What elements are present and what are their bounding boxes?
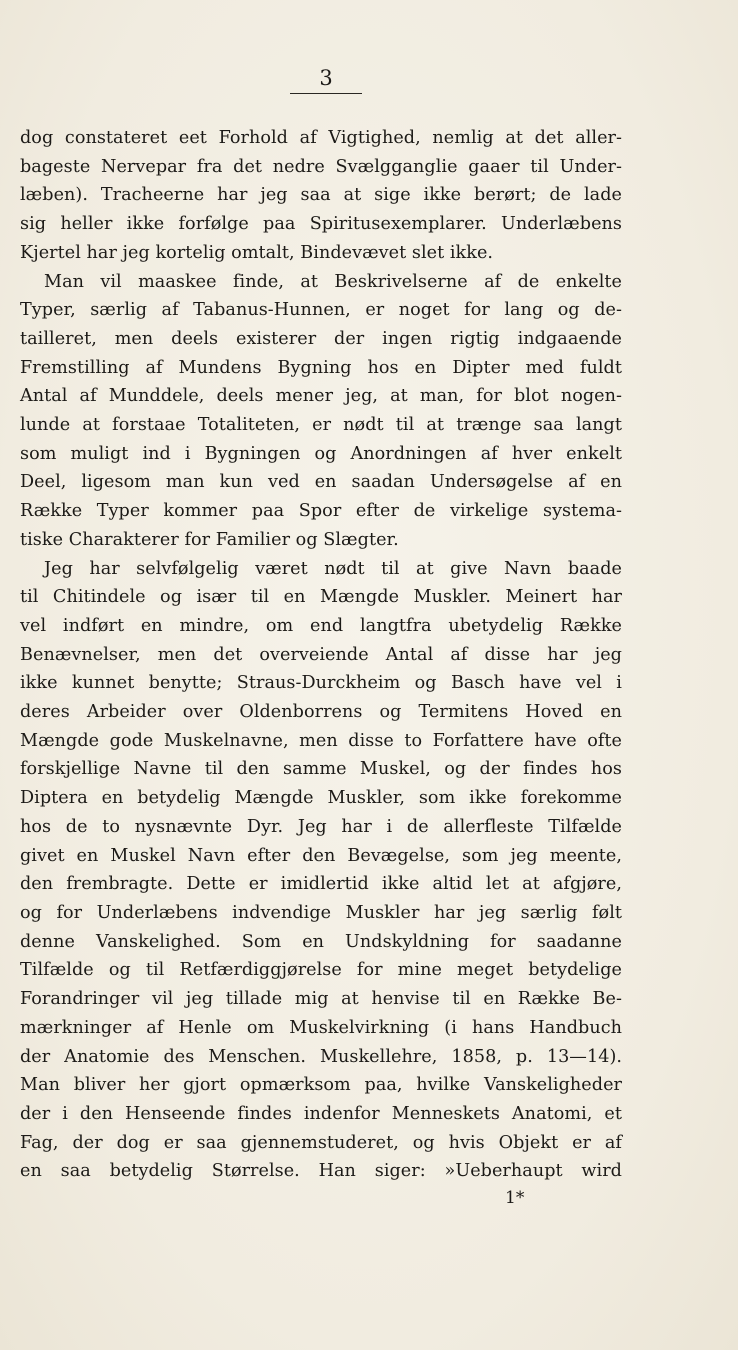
text-line: en saa betydelig Størrelse. Han siger: »Ueberhaupt wird [20, 1161, 622, 1182]
page-number: 3 [290, 66, 362, 94]
text-line: ikke kunnet benytte; Straus-Durckheim og Basch have vel i [20, 673, 622, 694]
text-line: Fremstilling af Mundens Bygning hos en Dipter med fuldt [20, 357, 622, 378]
text-line: den frembragte. Dette er imidlertid ikke altid let at afgjøre, [20, 874, 622, 895]
signature-mark: 1* [505, 1188, 525, 1208]
text-line: Tilfælde og til Retfærdiggjørelse for mine meget betydelige [20, 960, 622, 981]
text-line: forskjellige Navne til den samme Muskel, og der findes hos [20, 759, 622, 780]
text-line: Mængde gode Muskelnavne, men disse to Forfattere have ofte [20, 730, 622, 751]
text-line: Man bliver her gjort opmærksom paa, hvilke Vanskeligheder [20, 1075, 622, 1096]
text-line: Man vil maaskee finde, at Beskrivelserne af de enkelte [44, 271, 622, 292]
text-line: hos de to nysnævnte Dyr. Jeg har i de allerfleste Tilfælde [20, 816, 622, 837]
text-line: Antal af Munddele, deels mener jeg, at man, for blot nogen- [20, 386, 622, 407]
text-line: der Anatomie des Menschen. Muskellehre, 1858, p. 13—14). [20, 1046, 622, 1067]
text-line: Diptera en betydelig Mængde Muskler, som ikke forekomme [20, 788, 622, 809]
text-line: der i den Henseende findes indenfor Menneskets Anatomi, et [20, 1103, 622, 1124]
text-line: deres Arbeider over Oldenborrens og Termitens Hoved en [20, 702, 622, 723]
text-line: Fag, der dog er saa gjennemstuderet, og hvis Objekt er af [20, 1132, 622, 1153]
text-line: som muligt ind i Bygningen og Anordningen af hver enkelt [20, 443, 622, 464]
text-line: lunde at forstaae Totaliteten, er nødt til at trænge saa langt [20, 415, 622, 436]
text-line: bageste Nervepar fra det nedre Svælgganglie gaaer til Under- [20, 156, 622, 177]
text-line: Jeg har selvfølgelig været nødt til at give Navn baade [44, 558, 622, 579]
text-line: Kjertel har jeg kortelig omtalt, Bindevævet slet ikke. [20, 242, 494, 263]
text-line: vel indført en mindre, om end langtfra ubetydelig Række [20, 615, 622, 636]
text-line: tiske Charakterer for Familier og Slægter. [20, 529, 399, 550]
text-line: givet en Muskel Navn efter den Bevægelse, som jeg meente, [20, 845, 622, 866]
text-line: Deel, ligesom man kun ved en saadan Undersøgelse af en [20, 472, 622, 493]
text-line: Række Typer kommer paa Spor efter de virkelige systema- [20, 501, 622, 522]
text-line: tailleret, men deels existerer der ingen rigtig indgaaende [20, 328, 622, 349]
text-line: læben). Tracheerne har jeg saa at sige ikke berørt; de lade [20, 185, 622, 206]
text-line: dog constateret eet Forhold af Vigtighed, nemlig at det aller- [20, 128, 622, 148]
text-line: sig heller ikke forfølge paa Spiritusexemplarer. Underlæbens [20, 214, 622, 235]
text-line: Benævnelser, men det overveiende Antal af disse har jeg [20, 644, 622, 665]
text-line: Typer, særlig af Tabanus-Hunnen, er noget for lang og de- [20, 300, 622, 321]
text-line: denne Vanskelighed. Som en Undskyldning for saadanne [20, 931, 622, 952]
text-line: til Chitindele og især til en Mængde Muskler. Meinert har [20, 587, 622, 608]
text-line: Forandringer vil jeg tillade mig at henvise til en Række Be- [20, 989, 622, 1010]
text-line: og for Underlæbens indvendige Muskler har jeg særlig følt [20, 902, 622, 923]
body-text [20, 124, 622, 1186]
text-line: mærkninger af Henle om Muskelvirkning (i hans Handbuch [20, 1017, 622, 1038]
